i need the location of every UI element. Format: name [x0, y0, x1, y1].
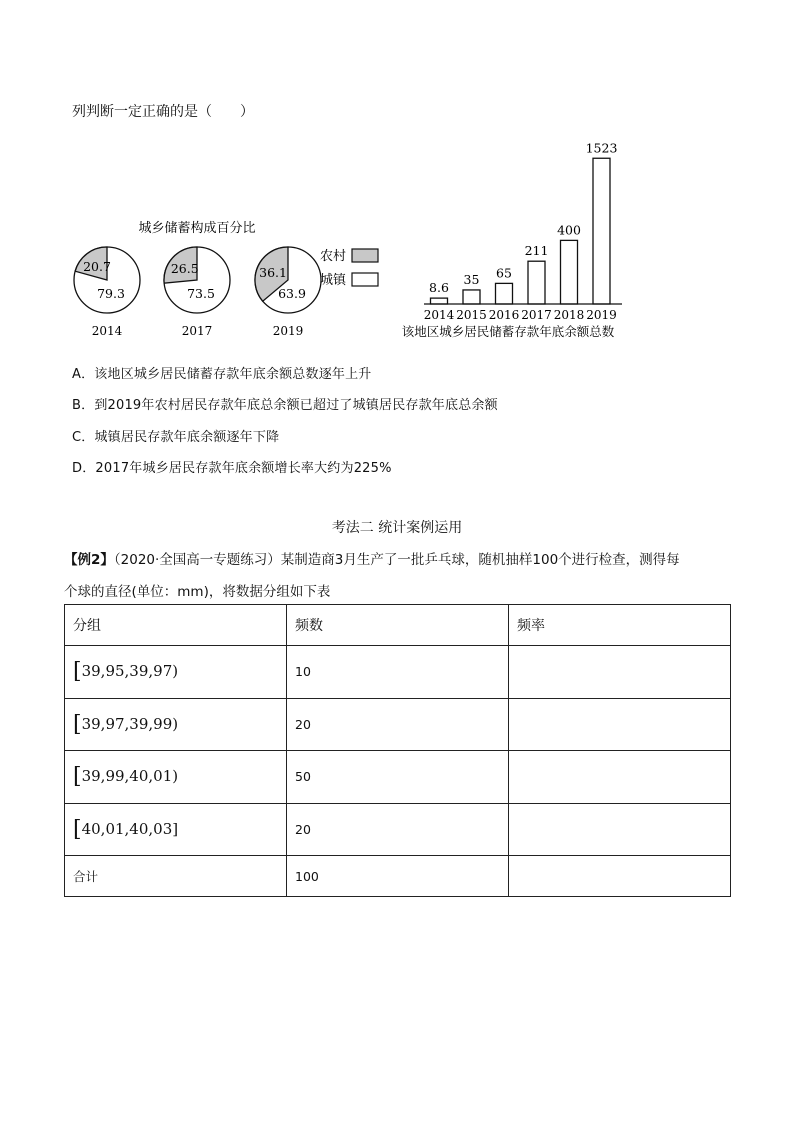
choice-b[interactable]: B．到2019年农村居民存款年底总余额已超过了城镇居民存款年底总余额	[72, 398, 498, 413]
bar	[593, 158, 610, 304]
bar	[463, 290, 480, 304]
bar-value-label: 211	[524, 243, 549, 259]
bar-chart	[380, 140, 640, 345]
header-count: 频数	[287, 605, 509, 646]
pie-year-label: 2014	[91, 324, 123, 338]
bar-category-label: 2019	[586, 308, 617, 322]
bar-category-label: 2017	[521, 308, 552, 322]
pie-rural-value: 36.1	[259, 265, 287, 281]
pie-rural-value: 26.5	[170, 260, 199, 276]
legend-urban-swatch	[352, 273, 378, 286]
bar-value-label: 8.6	[429, 280, 449, 296]
group-interval: [40,01,40,03]	[65, 803, 287, 856]
choice-a[interactable]: A．该地区城乡居民储蓄存款年底余额总数逐年上升	[72, 367, 372, 382]
table-row	[65, 698, 731, 751]
bar	[528, 261, 545, 304]
example-line-1	[64, 548, 680, 568]
question-stem: 列判断一定正确的是（ ）	[72, 104, 254, 120]
bar	[496, 283, 513, 304]
choice-c[interactable]: C．城镇居民存款年底余额逐年下降	[72, 430, 280, 445]
example-text-1: （2020·全国高一专题练习）某制造商3月生产了一批乒乓球，随机抽样100个进行检查，测得每	[113, 552, 680, 568]
bar-value-label: 400	[557, 222, 581, 238]
frequency-cell[interactable]	[509, 803, 731, 856]
pie-charts-figure	[0, 210, 420, 350]
legend-urban-label: 城镇	[320, 273, 347, 288]
pie-urban-value: 79.3	[97, 286, 125, 301]
group-interval: [39,97,39,99)	[65, 698, 287, 751]
bar-category-label: 2016	[488, 308, 520, 322]
bar	[561, 240, 578, 304]
choice-d[interactable]: D．2017年城乡居民存款年底余额增长率大约为225%	[72, 461, 392, 476]
header-group: 分组	[65, 605, 287, 646]
pie-rural-value: 20.7	[83, 258, 111, 274]
pie-year-label: 2017	[181, 324, 213, 338]
example-line-2: 个球的直径(单位：mm)，将数据分组如下表	[64, 584, 331, 600]
total-count: 100	[287, 856, 509, 897]
example-tag: 【例2】	[64, 552, 114, 568]
count-cell: 10	[287, 646, 509, 699]
pie-year-label: 2019	[272, 324, 304, 338]
bar-category-label: 2014	[423, 308, 455, 322]
section-title: 考法二 统计案例运用	[331, 520, 463, 536]
count-cell: 50	[287, 751, 509, 804]
frequency-cell[interactable]	[509, 646, 731, 699]
count-cell: 20	[287, 698, 509, 751]
bar-category-label: 2018	[553, 308, 585, 322]
legend-rural-swatch	[352, 249, 378, 262]
table-row	[65, 646, 731, 699]
group-interval: [39,95,39,97)	[65, 646, 287, 699]
bar-value-label: 65	[496, 265, 512, 281]
table-header-row	[65, 605, 731, 646]
table-total-row	[65, 856, 731, 897]
bar-category-label: 2015	[456, 308, 487, 322]
frequency-cell[interactable]	[509, 698, 731, 751]
bar-value-label: 1523	[585, 140, 618, 156]
legend-rural-label: 农村	[320, 249, 347, 264]
bar-value-label: 35	[463, 271, 480, 287]
header-frequency: 频率	[509, 605, 731, 646]
pie-urban-value: 73.5	[187, 286, 215, 301]
pie-urban-value: 63.9	[278, 286, 306, 301]
table-row	[65, 751, 731, 804]
frequency-cell[interactable]	[509, 751, 731, 804]
bar-chart-title: 该地区城乡居民储蓄存款年底余额总数	[401, 324, 615, 339]
frequency-table	[64, 604, 731, 897]
bar	[431, 298, 448, 304]
table-row	[65, 803, 731, 856]
pie-section-title: 城乡储蓄构成百分比	[138, 221, 256, 236]
total-label: 合计	[65, 856, 287, 897]
count-cell: 20	[287, 803, 509, 856]
total-frequency[interactable]	[509, 856, 731, 897]
group-interval: [39,99,40,01)	[65, 751, 287, 804]
